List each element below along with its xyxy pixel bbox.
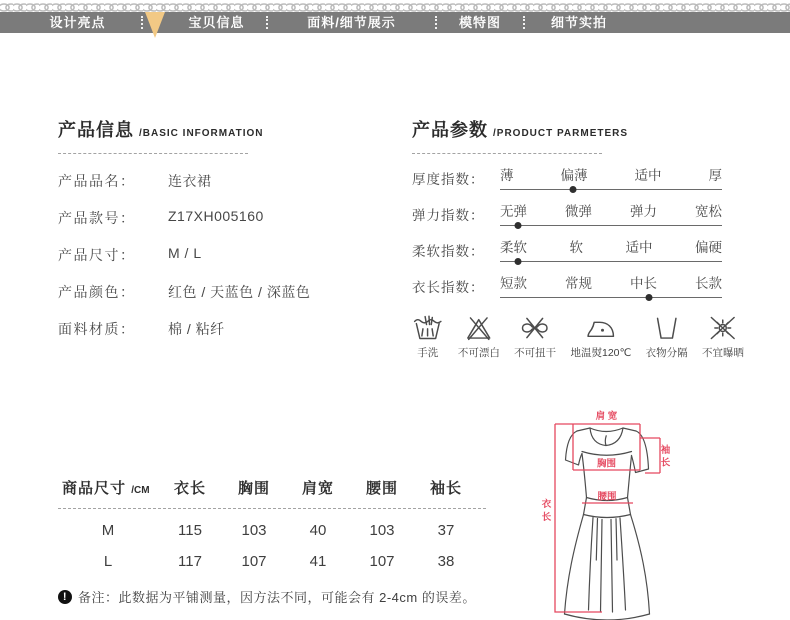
scale-elasticity [412,203,744,226]
table-row [58,546,488,577]
scale-option: 微弹 [565,204,592,219]
info-label: 产品颜色： [58,284,136,300]
scale-option: 适中 [634,168,662,183]
info-row-name [58,171,393,191]
care-hand-wash [412,314,444,360]
tab-design-highlights[interactable]: 设计亮点 [49,15,106,30]
tab-product-info[interactable] [143,12,266,33]
care-no-wring [514,314,556,360]
care-no-sun [702,314,744,360]
garment-length-label: 衣 [541,499,552,510]
info-row-color [58,282,393,302]
col-waist: 腰围 [365,480,398,497]
scale-dot [514,222,521,229]
scale-dot [645,294,652,301]
measurement-lines [542,410,671,612]
parameters-section [412,116,744,360]
scale-option: 弹力 [630,204,657,219]
measurement-note [58,587,488,606]
care-label: 不可扭干 [514,347,557,359]
scale-track [500,239,722,262]
scale-option: 厚 [708,168,722,183]
info-value: 红色 / 天蓝色 / 深蓝色 [168,284,311,300]
dress-diagram-svg [532,398,692,620]
info-row-size [58,245,393,265]
info-label: 产品品名： [58,173,136,189]
size-table-title-zh: 商品尺寸 [62,480,127,497]
scale-option: 柔软 [500,240,527,255]
basic-info-title [58,116,393,142]
scale-thickness [412,167,744,190]
info-value: Z17XH005160 [168,208,264,224]
hand-wash-icon [412,314,444,342]
parameters-title-zh: 产品参数 [412,120,488,140]
parameters-title [412,116,744,142]
sleeve-length-label: 长 [660,457,671,469]
info-value: M / L [168,245,202,261]
cell: 115 [178,522,202,539]
scale-dot [570,186,577,193]
scale-option: 软 [569,240,583,255]
cell: 40 [309,522,327,539]
scale-track [500,275,722,298]
chain-border [0,0,790,11]
note-text: 备注：此数据为平铺测量，因方法不同，可能会有 2-4cm 的误差。 [78,590,476,605]
dress-measurement-diagram [532,398,692,620]
bust-label: 胸围 [596,458,617,470]
care-label: 不可漂白 [457,347,500,359]
tab-detail-shots[interactable]: 细节实拍 [550,15,607,30]
tab-fabric-details[interactable]: 面料/细节展示 [307,15,396,30]
shoulder-width-label: 肩 宽 [595,411,618,422]
col-shoulder: 肩宽 [301,480,334,497]
divider [412,153,602,154]
care-label: 衣物分隔 [645,347,688,359]
scale-option: 无弹 [500,204,527,219]
info-row-material [58,319,393,339]
basic-info-title-en: /BASIC INFORMATION [139,128,264,139]
scale-softness [412,239,744,262]
size-m-cell: M [101,522,115,539]
scale-track [500,167,722,190]
size-table-header [58,477,488,498]
basic-info-section [58,116,393,339]
table-row [58,515,488,546]
scale-label: 弹力指数： [412,208,485,223]
scale-label: 柔软指数： [412,244,485,259]
size-table-title [58,477,158,498]
size-l-cell: L [103,553,113,570]
care-label: 地温熨120℃ [570,347,632,359]
navbar [0,12,790,33]
waist-label: 腰围 [597,491,617,503]
active-tab-arrow-icon [145,12,165,38]
no-bleach-icon [463,314,495,342]
care-iron-low [570,314,631,360]
scale-option: 偏硬 [695,240,722,255]
scale-option: 长款 [695,276,722,291]
scale-option: 薄 [500,168,514,183]
scale-option: 适中 [625,240,653,255]
notice-icon: ! [58,590,72,604]
garment-length-label: 长 [541,512,552,523]
divider [58,153,248,154]
cell: 117 [178,553,202,570]
dress-outline [565,428,650,620]
info-row-style-number [58,208,393,228]
cell: 38 [437,553,455,570]
scale-label: 厚度指数： [412,172,485,187]
info-value: 连衣裙 [168,173,212,189]
care-instructions [412,314,744,360]
info-value: 棉 / 粘纤 [168,321,225,337]
scale-label: 衣长指数： [412,280,485,295]
cell: 41 [309,553,327,570]
tab-product-info-label: 宝贝信息 [188,15,245,30]
care-separate-wash [646,314,688,360]
divider [58,508,486,509]
no-wring-icon [519,314,551,342]
cell: 103 [369,522,395,539]
scale-option: 宽松 [695,204,722,219]
sleeve-length-label: 袖 [660,445,671,456]
col-garment-length: 衣长 [173,480,206,497]
col-sleeve: 袖长 [429,480,462,497]
scale-option: 短款 [500,276,527,291]
care-label: 手洗 [417,347,439,359]
basic-info-title-zh: 产品信息 [58,120,134,140]
scale-option: 偏薄 [560,168,588,183]
cell: 103 [241,522,267,539]
care-no-bleach [458,314,500,360]
care-label: 不宜曝晒 [701,347,744,359]
size-table-unit: /CM [131,485,150,496]
cell: 107 [241,553,267,570]
size-table-section [58,477,488,606]
parameters-title-en: /PRODUCT PARMETERS [493,128,629,139]
info-label: 产品款号： [58,210,136,226]
tab-model-photos[interactable]: 模特图 [458,15,501,30]
scale-track [500,203,722,226]
iron-low-temp-icon [585,314,617,342]
scale-option: 中长 [630,276,657,291]
cell: 37 [437,522,455,539]
separate-wash-icon [651,314,683,342]
cell: 107 [369,553,395,570]
info-label: 产品尺寸： [58,247,136,263]
col-bust: 胸围 [237,480,270,497]
info-label: 面料材质： [58,321,136,337]
scale-garment-length [412,275,744,298]
scale-dot [514,258,521,265]
scale-option: 常规 [565,276,592,291]
no-sun-exposure-icon [707,314,739,342]
